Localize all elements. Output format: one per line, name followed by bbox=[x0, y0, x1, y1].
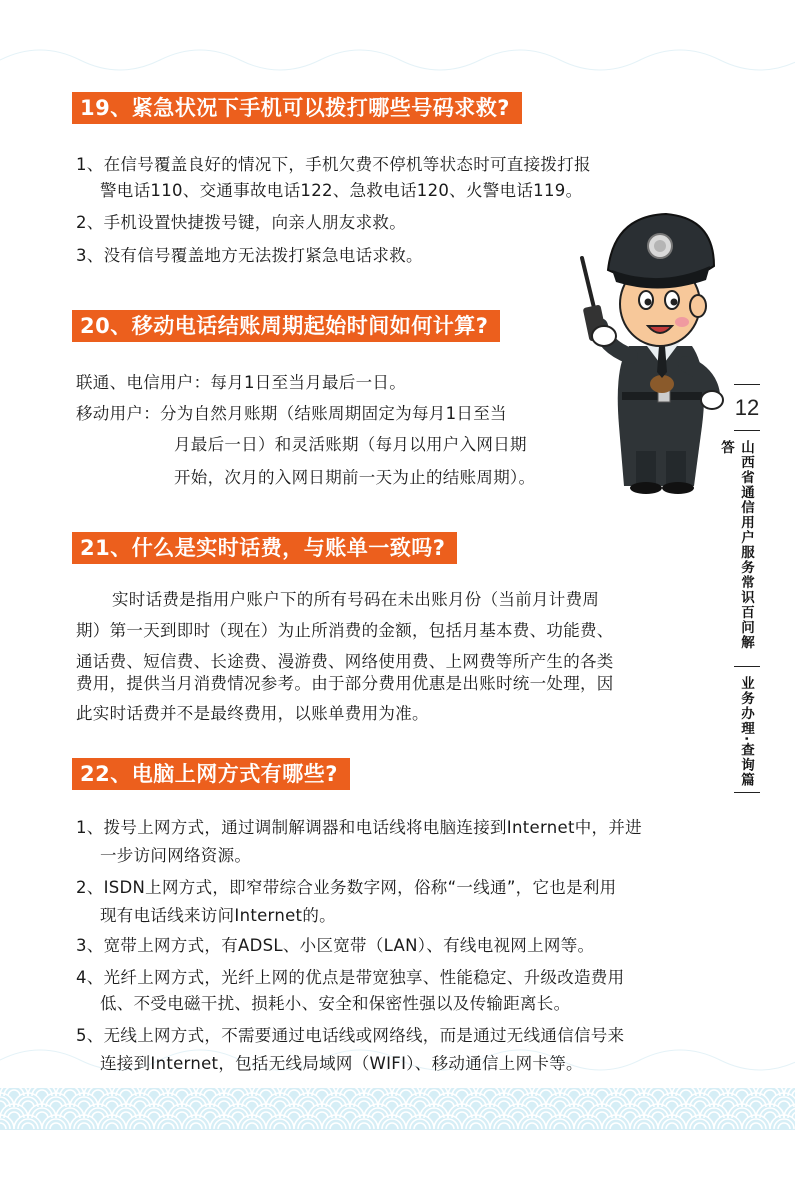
section-19-line-2: 警电话110、交通事故电话122、急救电话120、火警电话119。 bbox=[100, 181, 583, 200]
section-21-line-2: 期）第一天到即时（现在）为止所消费的金额，包括月基本费、功能费、 bbox=[76, 621, 614, 640]
section-22-line-3: 2、ISDN上网方式，即窄带综合业务数字网，俗称“一线通”，它也是利用 bbox=[76, 878, 617, 897]
section-21-line-5: 此实时话费并不是最终费用，以账单费用为准。 bbox=[76, 704, 429, 723]
sidebar-rule-top bbox=[734, 384, 760, 385]
section-20-line-1: 联通、电信用户：每月1日至当月最后一日。 bbox=[76, 373, 406, 392]
section-21-line-3: 通话费、短信费、长途费、漫游费、网络使用费、上网费等所产生的各类 bbox=[76, 652, 614, 671]
sidebar-rule-2 bbox=[734, 430, 760, 431]
section-22-line-9: 连接到Internet，包括无线局域网（WIFI）、移动通信上网卡等。 bbox=[100, 1054, 583, 1073]
sidebar-chapter-title: 业务办理·查询篇 bbox=[738, 676, 754, 788]
section-19-line-4: 3、没有信号覆盖地方无法拨打紧急电话求救。 bbox=[76, 246, 423, 265]
section-22-line-6: 4、光纤上网方式，光纤上网的优点是带宽独享、性能稳定、升级改造费用 bbox=[76, 968, 625, 987]
section-22-line-5: 3、宽带上网方式，有ADSL、小区宽带（LAN）、有线电视网上网等。 bbox=[76, 936, 595, 955]
section-heading-21: 21、什么是实时话费，与账单一致吗? bbox=[72, 532, 457, 564]
sidebar-rule-3 bbox=[734, 666, 760, 667]
section-20-line-2: 移动用户：分为自然月账期（结账周期固定为每月1日至当 bbox=[76, 404, 507, 423]
page-number: 12 bbox=[734, 395, 760, 420]
police-officer-illustration bbox=[574, 196, 734, 496]
section-21-line-4: 费用，提供当月消费情况参考。由于部分费用优惠是出账时统一处理，因 bbox=[76, 674, 614, 693]
footer-wave-band bbox=[0, 1088, 795, 1130]
section-20-line-3: 月最后一日）和灵活账期（每月以用户入网日期 bbox=[174, 435, 527, 454]
section-22-line-1: 1、拨号上网方式，通过调制解调器和电话线将电脑连接到Internet中，并进 bbox=[76, 818, 642, 837]
section-19-line-1: 1、在信号覆盖良好的情况下，手机欠费不停机等状态时可直接拨打报 bbox=[76, 155, 591, 174]
section-22-line-2: 一步访问网络资源。 bbox=[100, 846, 252, 865]
section-21-line-1: 实时话费是指用户账户下的所有号码在未出账月份（当前月计费周 bbox=[112, 590, 600, 609]
section-22-line-7: 低、不受电磁干扰、损耗小、安全和保密性强以及传输距离长。 bbox=[100, 994, 571, 1013]
sidebar-rule-bottom bbox=[734, 792, 760, 793]
section-heading-19: 19、紧急状况下手机可以拨打哪些号码求救? bbox=[72, 92, 522, 124]
section-heading-20: 20、移动电话结账周期起始时间如何计算? bbox=[72, 310, 500, 342]
section-22-line-4: 现有电话线来访问Internet的。 bbox=[100, 906, 336, 925]
section-20-line-4: 开始，次月的入网日期前一天为止的结账周期）。 bbox=[174, 468, 536, 487]
section-heading-22: 22、电脑上网方式有哪些? bbox=[72, 758, 350, 790]
section-19-line-3: 2、手机设置快捷拨号键，向亲人朋友求救。 bbox=[76, 213, 406, 232]
sidebar-book-title: 山西省通信用户服务常识百问解答 bbox=[718, 440, 754, 650]
section-22-line-8: 5、无线上网方式，不需要通过电话线或网络线，而是通过无线通信信号来 bbox=[76, 1026, 625, 1045]
